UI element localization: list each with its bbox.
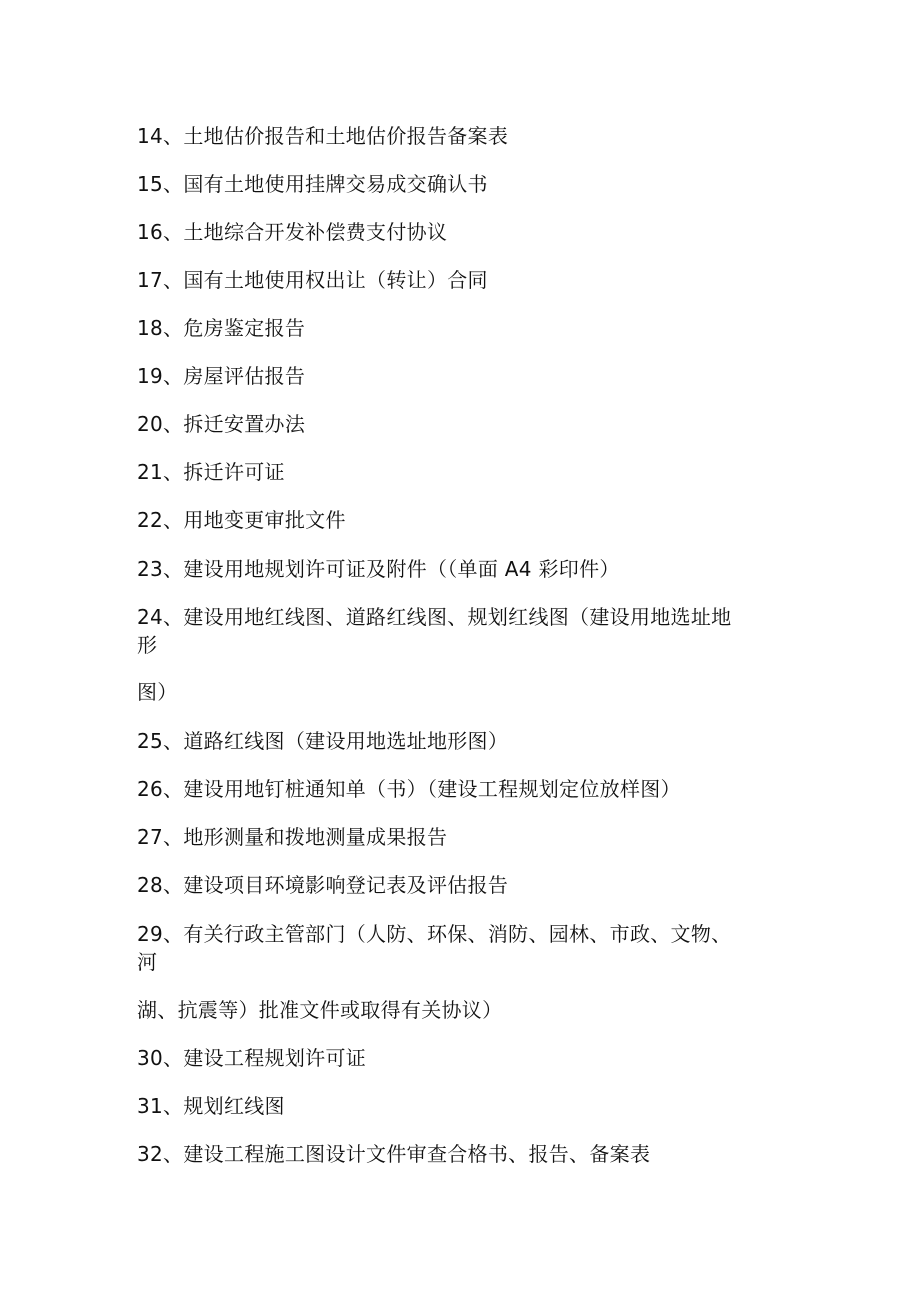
list-item-24-continuation: 图）: [137, 680, 178, 704]
list-item-22: 22、用地变更审批文件: [137, 508, 346, 532]
list-item-20: 20、拆迁安置办法: [137, 412, 306, 436]
list-item-30: 30、建设工程规划许可证: [137, 1046, 367, 1070]
list-item-21: 21、拆迁许可证: [137, 460, 285, 484]
list-item-28: 28、建设项目环境影响登记表及评估报告: [137, 873, 509, 897]
list-item-16: 16、土地综合开发补偿费支付协议: [137, 220, 448, 244]
list-item-31: 31、规划红线图: [137, 1094, 285, 1118]
list-item-32: 32、建设工程施工图设计文件审查合格书、报告、备案表: [137, 1142, 651, 1166]
list-item-27: 27、地形测量和拨地测量成果报告: [137, 825, 448, 849]
list-item-23: 23、建设用地规划许可证及附件（（单面 A4 彩印件）: [137, 557, 620, 581]
list-item-29-wrap: 河: [137, 950, 158, 974]
list-item-24: 24、建设用地红线图、道路红线图、规划红线图（建设用地选址地: [137, 605, 732, 629]
list-item-29-continuation: 湖、抗震等）批准文件或取得有关协议）: [137, 998, 503, 1022]
list-item-18: 18、危房鉴定报告: [137, 316, 306, 340]
list-item-25: 25、道路红线图（建设用地选址地形图）: [137, 729, 509, 753]
list-item-17: 17、国有土地使用权出让（转让）合同: [137, 268, 488, 292]
list-item-24-wrap: 形: [137, 633, 158, 657]
list-item-19: 19、房屋评估报告: [137, 364, 306, 388]
list-item-29: 29、有关行政主管部门（人防、环保、消防、园林、市政、文物、: [137, 922, 732, 946]
list-item-14: 14、土地估价报告和土地估价报告备案表: [137, 124, 509, 148]
list-item-15: 15、国有土地使用挂牌交易成交确认书: [137, 172, 488, 196]
list-item-26: 26、建设用地钉桩通知单（书）（建设工程规划定位放样图）: [137, 777, 681, 801]
